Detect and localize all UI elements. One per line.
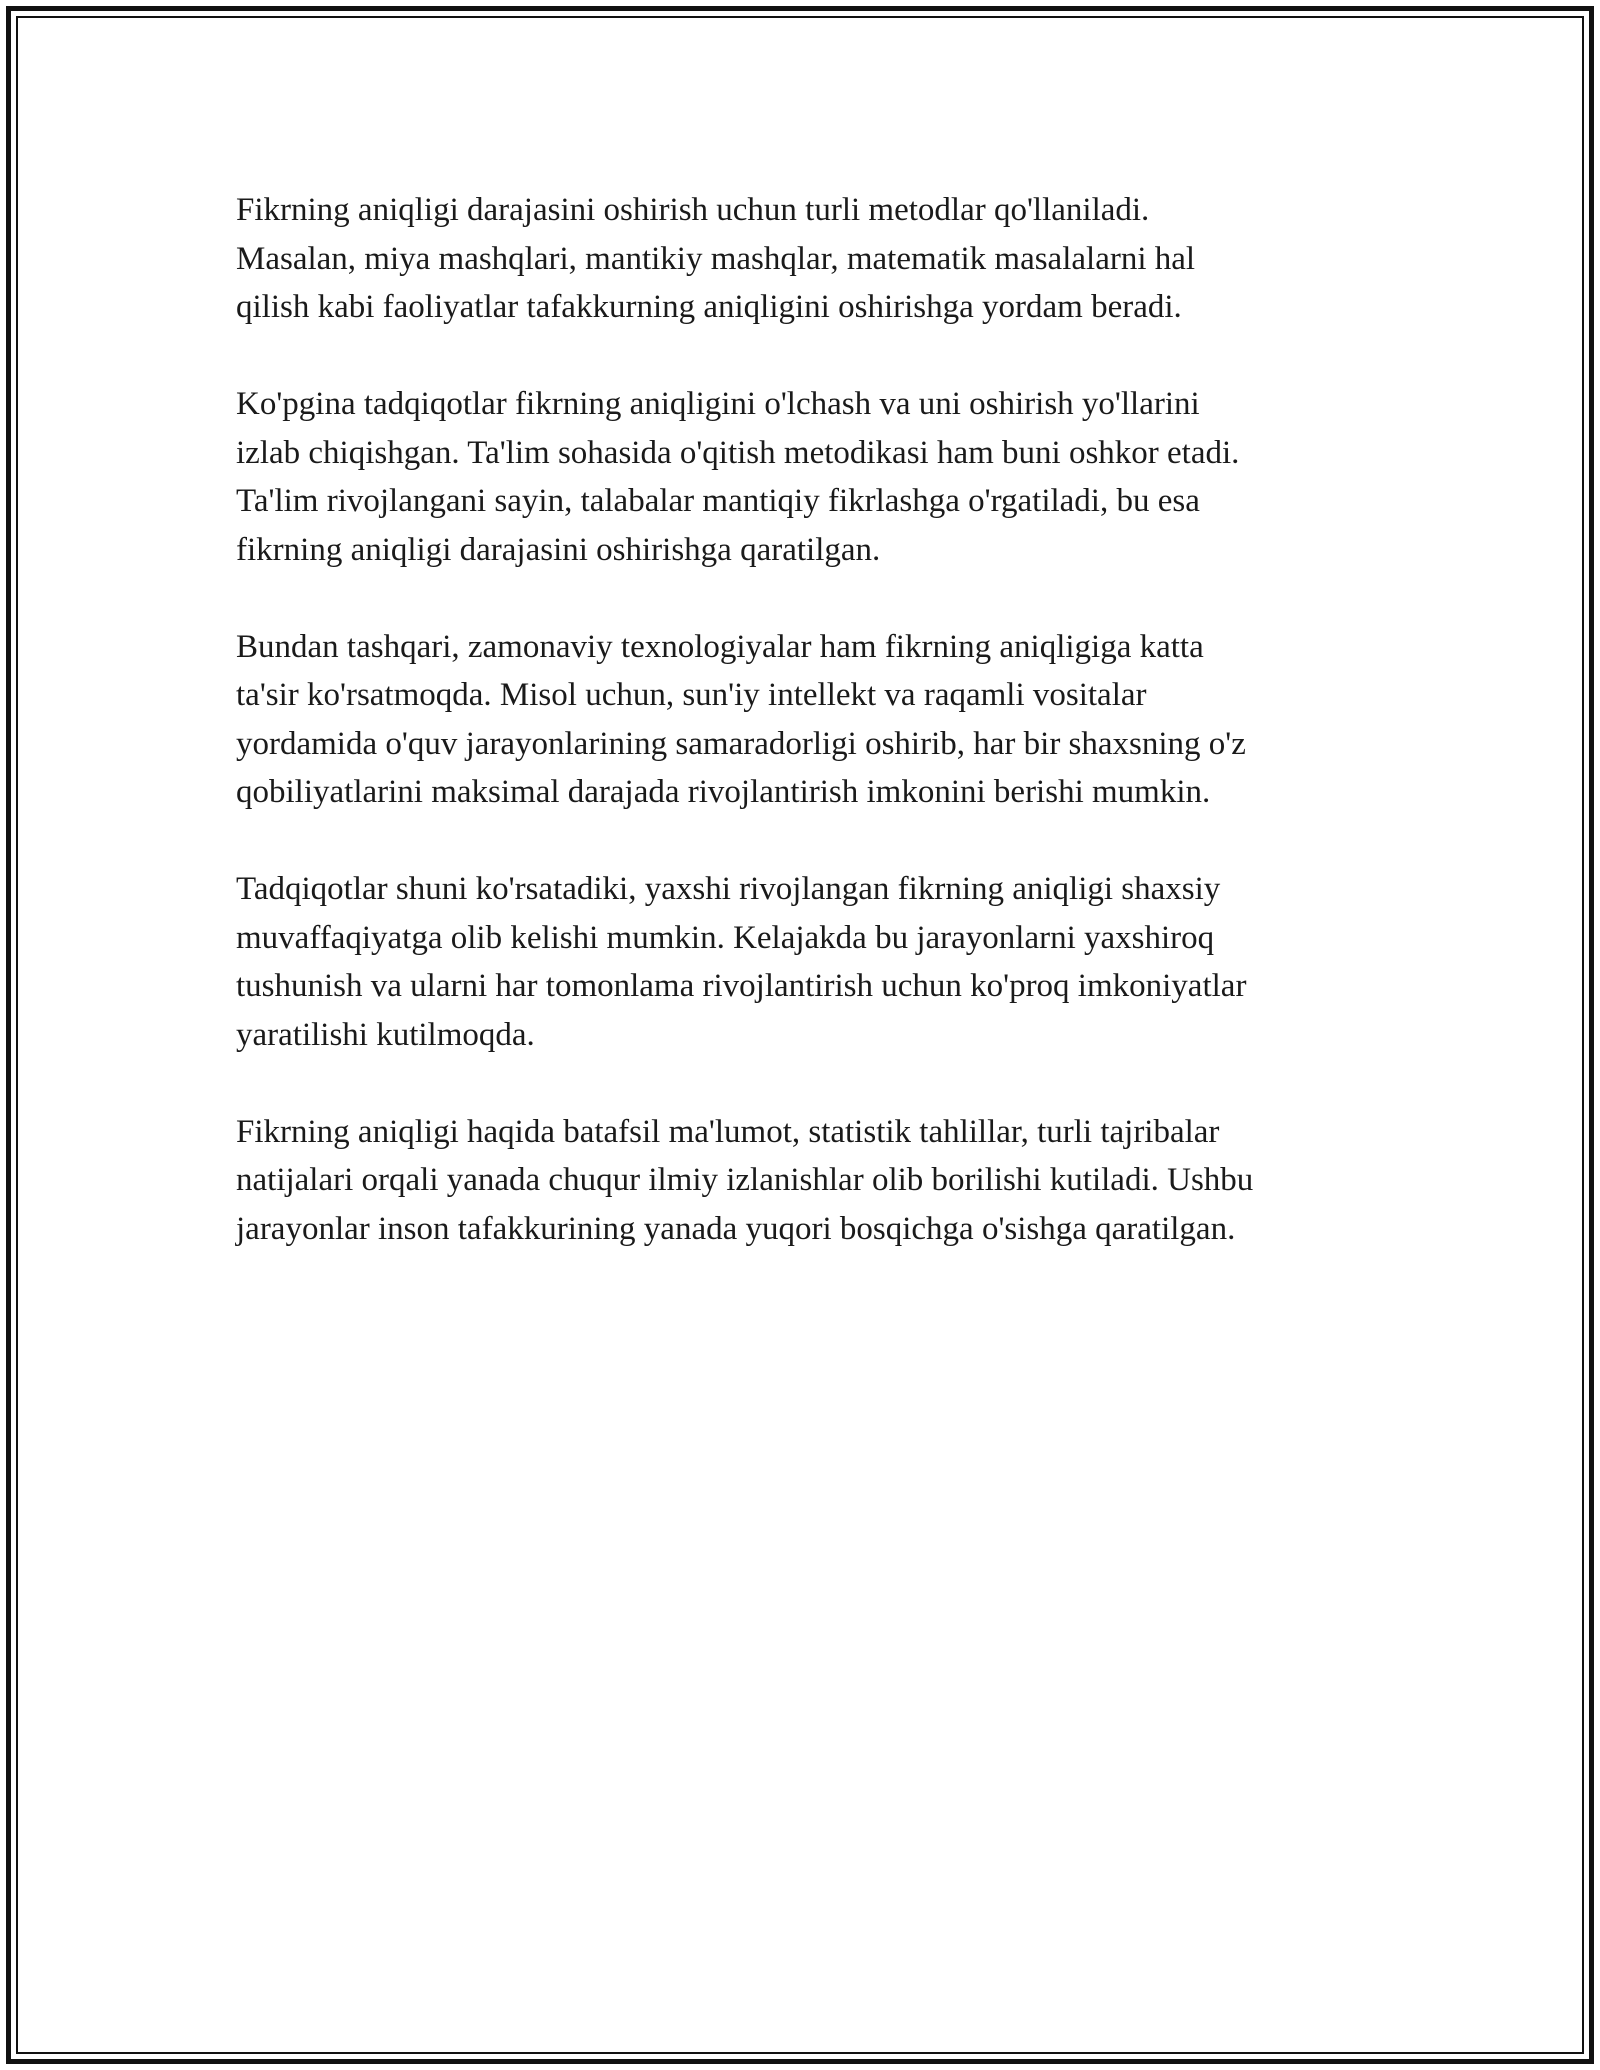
document-body <box>236 186 1376 1302</box>
text-line: yordamida o'quv jarayonlarining samaradorligi oshirib, har bir shaxsning o'z <box>236 725 1246 762</box>
text-line: ta'sir ko'rsatmoqda. Misol uchun, sun'iy intellekt va raqamli vositalar <box>236 677 1147 713</box>
text-line: Fikrning aniqligi darajasini oshirish uchun turli metodlar qo'llaniladi. <box>236 192 1150 228</box>
paragraph-1 <box>236 186 1376 332</box>
text-line: Ko'pgina tadqiqotlar fikrning aniqligini o'lchash va uni oshirish yo'llarini <box>236 386 1200 422</box>
text-line: yaratilishi kutilmoqda. <box>236 1016 535 1053</box>
paragraph-5 <box>236 1108 1376 1254</box>
text-line: tushunish va ularni har tomonlama rivojlantirish uchun ko'proq imkoniyatlar <box>236 968 1247 1004</box>
paragraph-3 <box>236 623 1376 817</box>
text-line: Bundan tashqari, zamonaviy texnologiyalar ham fikrning aniqligiga katta <box>236 628 1204 665</box>
paragraph-4 <box>236 865 1376 1059</box>
text-line: jarayonlar inson tafakkurining yanada yuqori bosqichga o'sishga qaratilgan. <box>236 1210 1236 1247</box>
text-line: izlab chiqishgan. Ta'lim sohasida o'qitish metodikasi ham buni oshkor etadi. <box>236 434 1240 471</box>
text-line: Fikrning aniqligi haqida batafsil ma'lumot, statistik tahlillar, turli tajribalar <box>236 1113 1220 1150</box>
text-line: qilish kabi faoliyatlar tafakkurning aniqligini oshirishga yordam beradi. <box>236 289 1182 325</box>
text-line: natijalari orqali yanada chuqur ilmiy izlanishlar olib borilishi kutiladi. Ushbu <box>236 1162 1254 1198</box>
text-line: muvaffaqiyatga olib kelishi mumkin. Kelajakda bu jarayonlarni yaxshiroq <box>236 919 1215 956</box>
text-line: Ta'lim rivojlangani sayin, talabalar mantiqiy fikrlashga o'rgatiladi, bu esa <box>236 483 1200 519</box>
text-line: Masalan, miya mashqlari, mantikiy mashqlar, matematik masalalarni hal <box>236 240 1196 277</box>
text-line: Tadqiqotlar shuni ko'rsatadiki, yaxshi rivojlangan fikrning aniqligi shaxsiy <box>236 871 1221 907</box>
text-line: qobiliyatlarini maksimal darajada rivojlantirish imkonini berishi mumkin. <box>236 774 1211 810</box>
paragraph-2 <box>236 380 1376 574</box>
text-line: fikrning aniqligi darajasini oshirishga qaratilgan. <box>236 531 881 568</box>
